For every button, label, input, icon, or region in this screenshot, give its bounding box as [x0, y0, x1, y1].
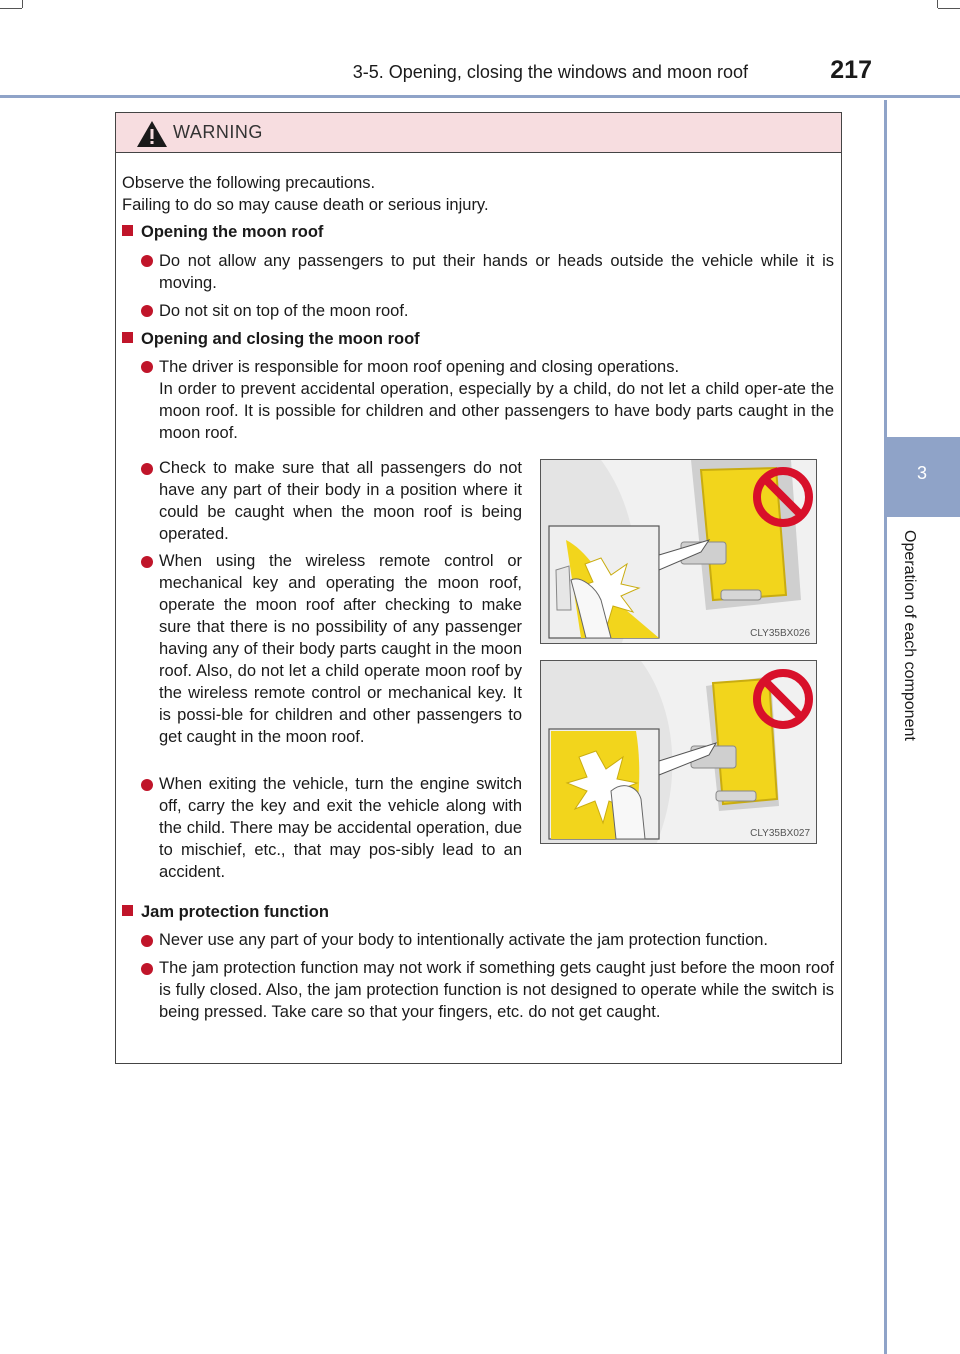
bullet-dot-icon: [141, 463, 153, 475]
intro-text: Failing to do so may cause death or serious injury.: [122, 196, 489, 214]
bullet-text: In order to prevent accidental operation, especially by a child, do not let a child oper-ate the moon roof. It is possible for children and other passengers to have body parts caught in the moon roof.: [159, 380, 834, 442]
section-heading: Jam protection function: [122, 901, 329, 923]
bullet-dot-icon: [141, 779, 153, 791]
moon-roof-hand-illustration: [541, 460, 817, 644]
section-heading: Opening and closing the moon roof: [122, 328, 420, 350]
section-title: 3-5. Opening, closing the windows and moon roof: [352, 62, 748, 82]
bullet-text: Do not sit on top of the moon roof.: [159, 302, 409, 320]
chapter-label: Operation of each component: [901, 530, 918, 741]
bullet-dot-icon: [141, 361, 153, 373]
bullet-text: Do not allow any passengers to put their hands or heads outside the vehicle while it is moving.: [159, 252, 834, 292]
intro-text: Observe the following precautions.: [122, 174, 376, 192]
warning-title: WARNING: [173, 122, 263, 142]
illustration-code: CLY35BX026: [750, 628, 810, 639]
chapter-number: 3: [916, 463, 927, 483]
bullet-dot-icon: [141, 255, 153, 267]
chapter-tab[interactable]: [884, 437, 960, 517]
page-header: [0, 0, 960, 100]
square-bullet-icon: [122, 332, 133, 343]
moon-roof-pinch-illustration: [541, 661, 817, 844]
square-bullet-icon: [122, 225, 133, 236]
bullet-text: The driver is responsible for moon roof opening and closing operations.: [159, 358, 680, 376]
page-number: 217: [830, 56, 872, 84]
bullet-text: Check to make sure that all passengers do not have any part of their body in a position where it could be caught when the moon roof is being operated.: [159, 459, 522, 543]
bullet-dot-icon: [141, 556, 153, 568]
bullet-dot-icon: [141, 305, 153, 317]
bullet-text: The jam protection function may not work if something gets caught just before the moon roof is fully closed. Also, the jam protection function is not designed to operate while the switch is being pressed. Take care so that your fingers, etc. do not get caught.: [159, 959, 834, 1021]
warning-triangle-icon: [136, 120, 168, 148]
bullet-text: When using the wireless remote control or mechanical key and operating the moon roof, operate the moon roof after checking to make sure that there is no possibility of any passenger having any of their body parts caught in the moon roof. Also, do not let a child operate moon roof by the wireless remote control or mechanical key. It is possi-ble for children and other passengers to get caught in the moon roof.: [159, 552, 522, 746]
header-rule: [0, 95, 960, 98]
moon-roof-illustration: [540, 660, 817, 844]
warning-header: [116, 113, 841, 153]
moon-roof-illustration: [540, 459, 817, 644]
bullet-text: Never use any part of your body to intentionally activate the jam protection function.: [159, 931, 769, 949]
bullet-dot-icon: [141, 935, 153, 947]
square-bullet-icon: [122, 905, 133, 916]
bullet-text: When exiting the vehicle, turn the engine switch off, carry the key and exit the vehicle along with the child. There may be accidental operation, due to mischief, etc., that may pos-sibly lead to an accident.: [159, 775, 522, 881]
section-heading: Opening the moon roof: [122, 221, 323, 243]
illustration-code: CLY35BX027: [750, 828, 810, 839]
bullet-dot-icon: [141, 963, 153, 975]
